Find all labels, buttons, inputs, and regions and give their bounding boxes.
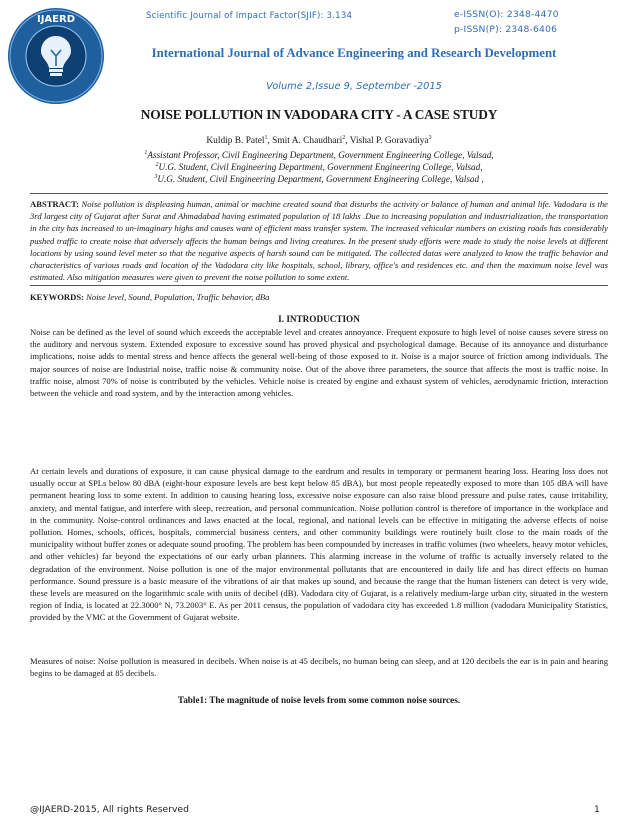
body-paragraph: Measures of noise: Noise pollution is measured in decibels. When noise is at 45 decibels, no human being can sleep, and at 120 decibels the ear is in pain and hearing begins to be damaged at 85 decibels.	[30, 656, 608, 679]
abstract	[30, 198, 608, 283]
affiliation	[30, 150, 608, 160]
affiliation	[30, 162, 608, 172]
author-sup: 3	[428, 135, 432, 141]
authors: Kuldip B. Patel$^1$, Smit A. Chaudhari$^2$, Vishal P. Goravadiya$^3$	[206, 135, 432, 146]
impact-factor: Scientific Journal of Impact Factor(SJIF): 3.134	[146, 11, 353, 21]
pissn: p-ISSN(P): 2348-6406	[454, 24, 558, 35]
affiliation-sup: 3	[154, 174, 158, 180]
divider	[30, 193, 608, 194]
affiliation-sup: 1	[144, 150, 148, 156]
affiliation-sup: 2	[155, 162, 159, 168]
abstract-text: Noise pollution is displeasing human, animal or machine created sound that disturbs the activity or balance of human and animal life. Vadodara is the 3rd largest city of Gujarat after Surat and Ahmadabad having estimated population of 18 lakhs .Due to increasing population and industrialization, the transportation in the city has increased to un-imaginary highs and causes want of efficient mass transfer system. The increased vehicular numbers on existing roads has considerably pushed traffic to create noise that adversely affects the human beings and living creatures. In the present study efforts were made to study the noise levels at different locations by using sound level meter so that the negative aspects of harsh sound can be mitigated. The collected datas were analyzed to know the traffic behavior and characteristics of various roads and location of the Vadodara city like hospitals, school, library, office's and residences etc. and then the maximum noise level was estimated. Also mitigation measures were given to prevent the noise pollution to some extent.	[30, 199, 608, 283]
footer-copyright: @IJAERD-2015, All rights Reserved	[30, 804, 189, 815]
journal-logo	[6, 6, 106, 106]
author-name: Vishal P. Goravadiya	[349, 136, 429, 146]
author-sup: 1	[264, 135, 268, 141]
page-number: 1	[594, 804, 600, 815]
affiliation-text: U.G. Student, Civil Engineering Department, Government Engineering College, Valsad,	[158, 162, 483, 172]
paper-title: NOISE POLLUTION IN VADODARA CITY - A CASE STUDY	[140, 107, 498, 122]
keywords-label: KEYWORDS:	[30, 292, 84, 302]
divider	[30, 285, 608, 286]
logo-text: IJAERD	[36, 14, 76, 25]
keywords	[30, 291, 608, 303]
eissn: e-ISSN(O): 2348-4470	[454, 9, 559, 20]
body-paragraph: At certain levels and durations of exposure, it can cause physical damage to the eardrum and results in temporary or permanent hearing loss. Hearing loss does not usually occur at SPLs below 80 dBA (eight-hour exposure levels are best kept below 85 dBA), but most people repeatedly exposed to more than 105 dBA will have permanent hearing loss to some extent. In addition to causing hearing loss, excessive noise exposure can also raise blood pressure and pulse rates, cause irritability, anxiety, and mental fatigue, and interfere with sleep, recreation, and personal communication. Noise pollution control is therefore of importance in the workplace and in the community. Noise-control ordinances and laws enacted at the local, regional, and national levels can be effective in mitigating the adverse effects of noise pollution. Homes, schools, offices, hospitals, commercial business centers, and other community buildings were routinely built close to the main roads of the municipality without buffer zones or adequate sound proofing. The problem has been compounded by increases in traffic volumes (two wheelers, heavy motor vehicles, and other vehicles) far beyond the expectations of our early urban planners. This alarming increase in the volume of traffic is actually inversely related to the degradation of the environment. Noise pollution is one of the major environmental pollutants that are encountered in daily life and has direct effects on human performance. Sound pressure is a basic measure of the vibrations of air that makes up sound, and because the range that the human listeners can detect is very wide, these levels are measured on the logarithmic scale with units of decibel (dB). Vadodara city of Gujarat, is a relatively medium-large urban city, situated in the western region of India, is located at 22.3000° N, 73.2003° E. As per 2011 census, the population of vadodara city has exceeded 1.8 million (vadodara Municipality Statistics, provided by the VMC at the Government of Gujarat website.	[30, 466, 608, 623]
table-caption: Table1: The magnitude of noise levels from some common noise sources.	[177, 695, 461, 705]
keywords-text: Noise level, Sound, Population, Traffic behavior, dBa	[86, 292, 270, 302]
abstract-label: ABSTRACT:	[30, 199, 80, 209]
affiliation-text: U.G. Student, Civil Engineering Department, Government Engineering College, Valsad ,	[157, 174, 484, 184]
author-name: Kuldip B. Patel	[206, 136, 265, 146]
affiliation-text: Assistant Professor, Civil Engineering Department, Government Engineering College, Valsad,	[147, 150, 494, 160]
affiliation	[30, 174, 608, 184]
author-name: Smit A. Chaudhari	[272, 136, 343, 146]
author-sup: 2	[342, 135, 346, 141]
body-paragraph: Noise can be defined as the level of sound which exceeds the acceptable level and creates annoyance. Frequent exposure to high level of noise causes severe stress on the auditory and nervous system. Extended exposure to excessive sound has proved physical and psychological damage. Because of its annoyance and disturbance implications, noise adds to mental stress and hence affects the general well-being of those exposed to it. Noise is a major source of friction among individuals. The major sources of noise are Industrial noise, traffic noise & community noise. Out of the above three parameters, the source that affects the most is traffic noise. In traffic noise, almost 70% of noise is contributed by the vehicles. Vehicle noise is created by engine and exhaust system of vehicles, aerodynamic friction, interaction between the vehicle and road system, and by the interaction among vehicles.	[30, 327, 608, 399]
journal-volume: Volume 2,Issue 9, September -2015	[266, 81, 442, 92]
section-title: I. INTRODUCTION	[278, 314, 360, 324]
journal-title: International Journal of Advance Engineering and Research Development	[151, 46, 557, 60]
issn-block	[454, 7, 559, 37]
